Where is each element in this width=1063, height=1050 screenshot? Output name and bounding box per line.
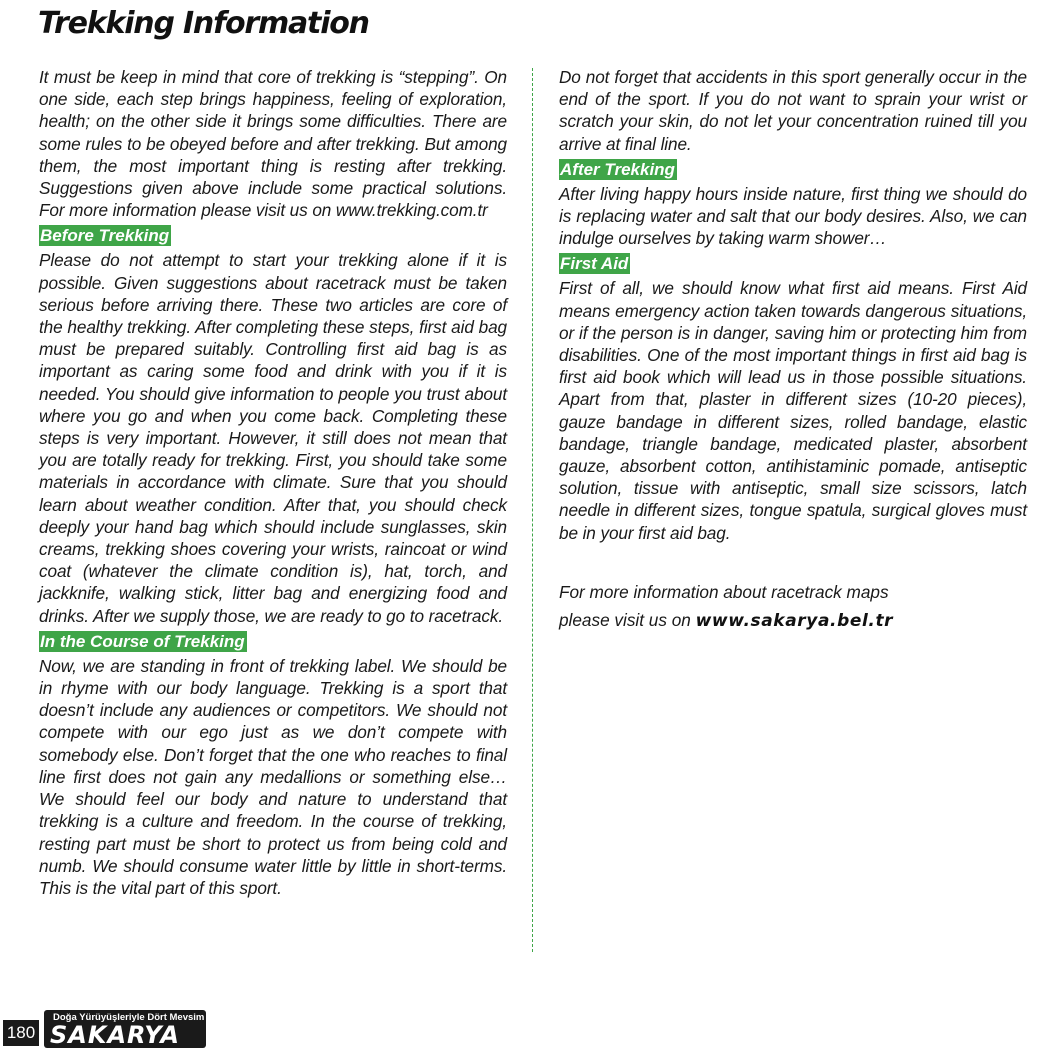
course-of-trekking-heading: In the Course of Trekking <box>40 631 245 651</box>
after-trekking-heading: After Trekking <box>560 159 675 179</box>
logo-title: SAKARYA <box>50 1021 180 1049</box>
before-trekking-paragraph: Please do not attempt to start your trekking alone if it is possible. Given suggestions about racetrack must be taken serious before arriving there. These two articles are core of the healthy trekking. After completing these steps, first aid bag must be prepared suitably. Controlling first aid bag is as important as caring some food and drink with you if it is needed. You should give information to people you trust about where you go and when you come back. Completing these steps is very important. However, it still does not mean that you are totally ready for trekking. First, you should take some materials in accordance with climate. Sure that you should learn about weather condition. After that, you should check deeply your hand bag which should include sunglasses, skin creams, trekking shoes covering your wrists, raincoat or wind coat (whatever the climate condition is), hat, torch, and jackknife, walking stick, litter bag and energizing food and drinks. After we supply those, we are ready to go to racetrack. <box>39 250 507 626</box>
sakarya-logo <box>44 1010 206 1048</box>
left-column <box>39 66 507 899</box>
website-url: www.sakarya.bel.tr <box>695 610 894 631</box>
right-column <box>559 66 1027 635</box>
before-trekking-heading: Before Trekking <box>40 226 170 246</box>
page-title: Trekking Information <box>38 6 369 41</box>
logo-subtitle: Doğa Yürüyüşleriyle Dört Mevsim <box>53 1012 205 1023</box>
page-footer <box>0 1010 300 1050</box>
course-of-trekking-paragraph: Now, we are standing in front of trekking label. We should be in rhyme with our body language. Trekking is a sport that doesn’t include any audiences or competitors. We should not compete with our ego just as we don’t compete with somebody else. Don’t forget that the one who reaches to final line first does not gain any medallions or something else… We should feel our body and nature to understand that trekking is a culture and freedom. In the course of trekking, resting part must be short to protect us from being cold and numb. We should consume water little by little in short-terms. This is the vital part of this sport. <box>39 655 507 898</box>
more-info-line: For more information about racetrack maps <box>559 581 889 602</box>
column-divider <box>532 68 533 952</box>
more-info-block <box>559 578 1027 635</box>
intro-paragraph: It must be keep in mind that core of trekking is “stepping”. On one side, each step brings happiness, feeling of exploration, health; on the other side it brings some difficulties. There are some rules to be obeyed before and after trekking. But among them, the most important thing is resting after trekking. Suggestions given above include some practical solutions. For more information please visit us on www.trekking.com.tr <box>39 67 507 221</box>
after-trekking-paragraph: After living happy hours inside nature, first thing we should do is replacing water and salt that our body desires. Also, we can indulge ourselves by taking warm shower… <box>559 183 1027 249</box>
first-aid-heading: First Aid <box>560 254 629 274</box>
accidents-paragraph: Do not forget that accidents in this sport generally occur in the end of the sport. If you do not want to sprain your wrist or scratch your skin, do not let your concentration ruined till you arrive at final line. <box>559 67 1027 154</box>
more-info-line <box>559 606 1027 635</box>
first-aid-paragraph: First of all, we should know what first aid means. First Aid means emergency action taken towards dangerous situations, or if the person is in danger, saving him or protecting him from disabilities. One of the most important things in first aid bag is first aid book which will lead us in those possible situations. Apart from that, plaster in different sizes (10-20 pieces), gauze bandage in different sizes, rolled bandage, elastic bandage, triangle bandage, medicated plaster, absorbent gauze, absorbent cotton, antihistaminic pomade, antiseptic solution, tissue with antiseptic, small size scissors, latch needle in different sizes, tongue spatula, surgical gloves must be in your first aid bag. <box>559 278 1027 543</box>
more-info-prefix: please visit us on <box>559 609 691 630</box>
page-number: 180 <box>3 1020 39 1046</box>
